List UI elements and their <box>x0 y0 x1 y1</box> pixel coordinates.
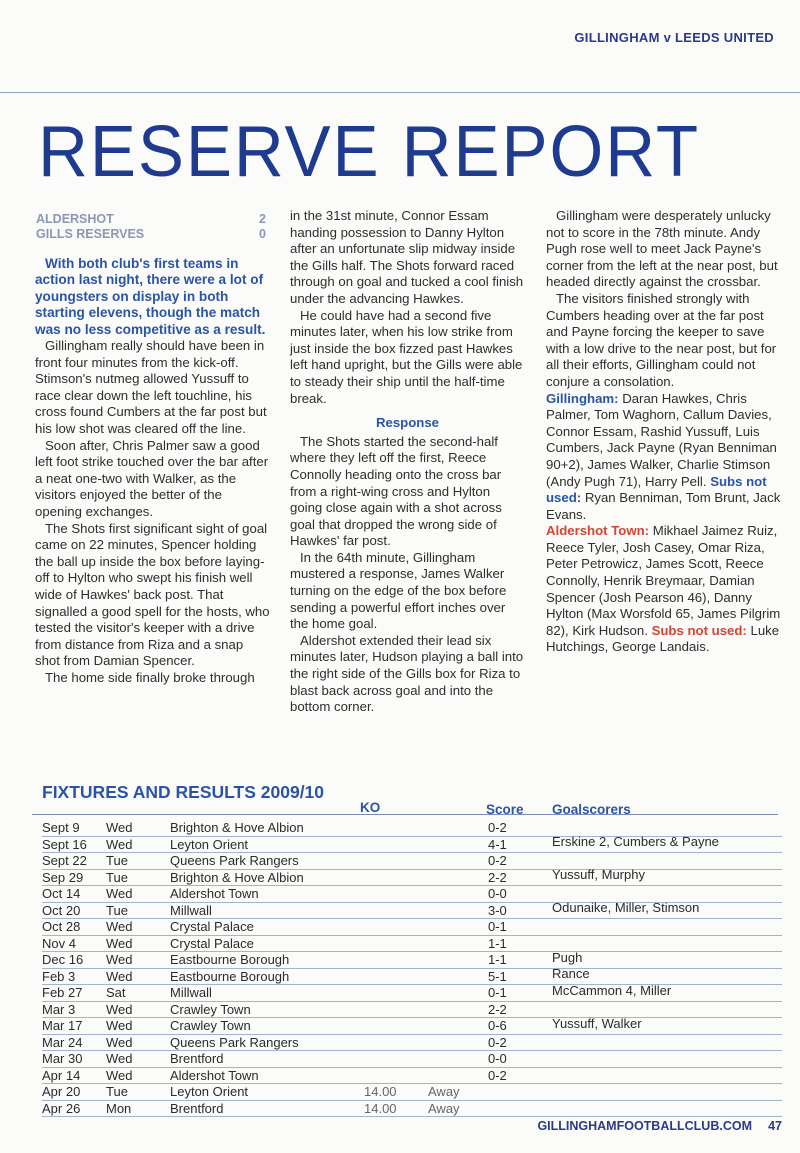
fixture-date: Nov 4 <box>42 935 76 951</box>
fixture-date: Mar 17 <box>42 1018 83 1033</box>
fixtures-rule <box>32 814 778 815</box>
fixture-score: 1-1 <box>488 952 507 967</box>
fixture-day: Wed <box>106 1051 133 1066</box>
header-rule <box>0 92 800 93</box>
fixture-day: Wed <box>106 836 133 852</box>
fixture-day: Tue <box>106 853 128 868</box>
fixture-scorers: Yussuff, Walker <box>552 1015 642 1031</box>
fixture-venue: Away <box>428 1100 460 1116</box>
score-goals: 2 <box>259 212 266 226</box>
fixture-opponent: Crystal Palace <box>170 919 254 934</box>
team-label: Gillingham: <box>546 390 619 406</box>
fixture-date: Sept 22 <box>42 853 87 868</box>
fixture-day: Tue <box>106 902 128 918</box>
fixture-score: 2-2 <box>488 1001 507 1017</box>
fixture-day: Wed <box>106 952 133 967</box>
fixture-day: Wed <box>106 968 133 984</box>
fixture-opponent: Crawley Town <box>170 1018 251 1033</box>
fixture-day: Mon <box>106 1100 132 1116</box>
fixture-opponent: Eastbourne Borough <box>170 968 290 984</box>
fixture-opponent: Brentford <box>170 1100 224 1116</box>
fixture-row <box>42 1084 782 1101</box>
fixture-date: Sept 16 <box>42 836 87 852</box>
article-paragraph: The Shots first significant sight of goal came on 22 minutes, Spencer holding the ball up inside the box before laying-off to Hylton who swept his finish well wide of Hawkes' back post. That signalled a good spell for the hosts, who tested the visitor's keeper with a drive from distance from Riza and a snap shot from Damian Spencer. <box>35 520 270 669</box>
fixture-scorers: Rance <box>552 966 590 981</box>
fixture-day: Tue <box>106 869 128 885</box>
fixture-date: Mar 24 <box>42 1034 83 1050</box>
fixture-score: 5-1 <box>488 968 507 984</box>
score-table <box>35 212 270 242</box>
fixture-opponent: Queens Park Rangers <box>170 1034 299 1050</box>
fixture-date: Mar 3 <box>42 1001 76 1017</box>
fixture-score: 0-2 <box>488 1034 507 1050</box>
fixture-score: 3-0 <box>488 902 507 918</box>
fixture-date: Sep 29 <box>42 869 84 885</box>
subs-text: Luke Hutchings, George Landais. <box>546 622 780 655</box>
fixture-row <box>42 1051 782 1068</box>
page-number: 47 <box>768 1119 782 1133</box>
fixture-opponent: Leyton Orient <box>170 836 249 852</box>
fixture-venue: Away <box>428 1084 460 1099</box>
subs-label: Subs not used: <box>546 473 767 506</box>
article-paragraph: He could have had a second five minutes later, when his low strike from just inside the box fizzed past Hawkes left hand upright, but the Gills were able to steady their ship until the half-time break. <box>290 307 523 406</box>
team-label: Aldershot Town: <box>546 523 650 539</box>
fixture-day: Wed <box>106 1034 133 1050</box>
fixture-row <box>42 870 782 887</box>
score-goals: 0 <box>259 227 266 241</box>
fixture-row <box>42 982 782 1002</box>
intro-paragraph: With both club's first teams in action last night, there were a lot of youngsters on display in both starting elevens, though the match was no less competitive as a result. <box>35 256 266 337</box>
fixture-opponent: Queens Park Rangers <box>170 853 299 868</box>
fixture-date: Apr 26 <box>42 1100 81 1116</box>
fixture-score: 0-1 <box>488 919 507 934</box>
fixture-opponent: Aldershot Town <box>170 1067 259 1083</box>
fixture-date: Dec 16 <box>42 952 84 967</box>
fixture-row <box>42 837 782 854</box>
fixture-score: 0-2 <box>488 820 507 835</box>
score-team: ALDERSHOT <box>36 212 114 226</box>
score-team: GILLS RESERVES <box>36 227 145 241</box>
fixture-day: Wed <box>106 820 133 835</box>
fixture-date: Sept 9 <box>42 820 80 835</box>
section-subheading: Response <box>375 415 440 431</box>
subs-label: Subs not used: <box>651 622 747 638</box>
score-header: Score <box>486 802 524 817</box>
article-paragraph: Gillingham really should have been in front four minutes from the kick-off. Stimson's nutmeg allowed Yussuff to race clear down the left touchline, his cross found Cumbers at the far post but his low shot was cleared off the line. <box>35 338 267 436</box>
goalscorers-header: Goalscorers <box>552 802 631 817</box>
fixture-day: Wed <box>106 1001 133 1017</box>
fixture-date: Oct 28 <box>42 919 81 934</box>
fixture-row <box>42 1101 782 1118</box>
fixture-opponent: Millwall <box>170 985 212 1000</box>
fixture-day: Wed <box>106 886 133 901</box>
article-column-3 <box>546 208 781 656</box>
article-paragraph: The Shots started the second-half where they left off the first, Reece Connolly heading onto the cross bar from a right-wing cross and Hylton going close again with a shot across goal that dropped the wrong side of Hawkes' far post. <box>290 433 502 549</box>
fixture-date: Feb 27 <box>42 985 83 1000</box>
fixtures-title: FIXTURES AND RESULTS 2009/10 <box>42 782 325 802</box>
fixture-day: Wed <box>106 1067 133 1083</box>
fixture-day: Tue <box>106 1084 128 1099</box>
article-paragraph: in the 31st minute, Connor Essam handing possession to Danny Hylton after an unfortunate slip midway inside the Gills half. The Shots forward raced through on goal and tucked a cool finish under the advancing Hawkes. <box>290 208 524 306</box>
fixture-scorers: Yussuff, Murphy <box>552 867 645 882</box>
fixture-score: 0-2 <box>488 1067 507 1083</box>
lineup-text: Mikhael Jaimez Ruiz, Reece Tyler, Josh Casey, Omar Riza, Peter Petrowicz, James Scott, Reece Connolly, Henrik Breymaar, Damian Spencer (Josh Pearson 46), Danny Hylton (Max Worsfold 65, James Pilgrim 82), Kirk Hudson. <box>546 523 781 638</box>
aldershot-lineup <box>546 523 781 656</box>
fixture-ko: 14.00 <box>364 1100 397 1116</box>
score-row <box>35 212 270 227</box>
fixture-row <box>42 903 782 920</box>
fixture-opponent: Leyton Orient <box>170 1084 249 1099</box>
article-paragraph: Aldershot extended their lead six minutes later, Hudson playing a ball into the right side of the Gills box for Riza to blast back across goal and into the bottom corner. <box>290 632 524 715</box>
fixture-day: Sat <box>106 985 126 1000</box>
fixture-date: Feb 3 <box>42 968 76 984</box>
footer-site: GILLINGHAMFOOTBALLCLUB.COM <box>537 1119 752 1133</box>
fixture-row <box>42 1035 782 1052</box>
fixture-date: Mar 30 <box>42 1051 83 1066</box>
lineup-text: Daran Hawkes, Chris Palmer, Tom Waghorn, Callum Davies, Connor Essam, Rashid Yussuff, Luis Cumbers, Jack Payne (Ryan Benniman 90+2), James Walker, Charlie Stimson (Andy Pugh 71), Harry Pell. <box>546 390 777 489</box>
article-column-1 <box>35 208 270 687</box>
subs-text: Ryan Benniman, Tom Brunt, Jack Evans. <box>546 490 781 522</box>
fixture-scorers: Odunaike, Miller, Stimson <box>552 900 700 915</box>
fixture-date: Oct 14 <box>42 886 81 901</box>
fixture-score: 0-2 <box>488 853 507 868</box>
article-paragraph: In the 64th minute, Gillingham mustered a response, James Walker turning on the edge of the box before sending a powerful effort inches over the home goal. <box>290 549 507 632</box>
article-paragraph: The home side finally broke through <box>45 669 255 685</box>
fixture-score: 2-2 <box>488 869 507 885</box>
fixture-scorers: Erskine 2, Cumbers & Payne <box>552 834 719 849</box>
fixture-ko: 14.00 <box>364 1084 397 1099</box>
article-column-2 <box>290 208 525 716</box>
fixture-opponent: Brentford <box>170 1051 224 1066</box>
fixture-score: 4-1 <box>488 836 507 852</box>
fixture-date: Apr 20 <box>42 1084 81 1099</box>
fixture-opponent: Crystal Palace <box>170 935 254 951</box>
score-row <box>35 227 270 242</box>
gillingham-lineup <box>546 391 781 524</box>
fixture-row <box>42 919 782 936</box>
fixture-day: Wed <box>106 1018 133 1033</box>
fixture-opponent: Brighton & Hove Albion <box>170 869 304 885</box>
fixture-score: 0-0 <box>488 1051 507 1066</box>
fixture-row <box>42 1015 782 1035</box>
fixture-day: Wed <box>106 919 133 934</box>
fixture-scorers: McCammon 4, Miller <box>552 982 672 998</box>
fixture-row <box>42 1068 782 1085</box>
fixture-scorers: Pugh <box>552 949 583 965</box>
fixture-day: Wed <box>106 935 133 951</box>
fixture-date: Apr 14 <box>42 1067 81 1083</box>
article-paragraph: Soon after, Chris Palmer saw a good left foot strike touched over the bar after a neat one-two with Walker, as the visitors enjoyed the better of the opening exchanges. <box>35 437 269 519</box>
header-title: GILLINGHAM v LEEDS UNITED <box>574 30 774 45</box>
fixture-score: 0-1 <box>488 985 507 1000</box>
fixture-opponent: Aldershot Town <box>170 886 259 901</box>
ko-header: KO <box>360 800 381 815</box>
fixture-date: Oct 20 <box>42 902 81 918</box>
fixture-score: 0-0 <box>488 886 507 901</box>
fixture-score: 1-1 <box>488 935 507 951</box>
article-paragraph: Gillingham were desperately unlucky not to score in the 78th minute. Andy Pugh rose well to meet Jack Payne's corner from the left at the near post, but headed directly against the crossbar. <box>546 208 778 290</box>
fixture-opponent: Crawley Town <box>170 1001 251 1017</box>
fixture-opponent: Brighton & Hove Albion <box>170 820 304 835</box>
page-title: RESERVE REPORT <box>38 112 700 192</box>
fixture-opponent: Eastbourne Borough <box>170 952 290 967</box>
fixtures-table <box>42 820 782 1117</box>
fixture-opponent: Millwall <box>170 902 212 918</box>
fixture-score: 0-6 <box>488 1018 507 1033</box>
article-paragraph: The visitors finished strongly with Cumbers heading over at the far post and Payne forcing the keeper to save with a low drive to the near post, but for all their efforts, Gillingham could not conjure a consolation. <box>546 290 777 389</box>
